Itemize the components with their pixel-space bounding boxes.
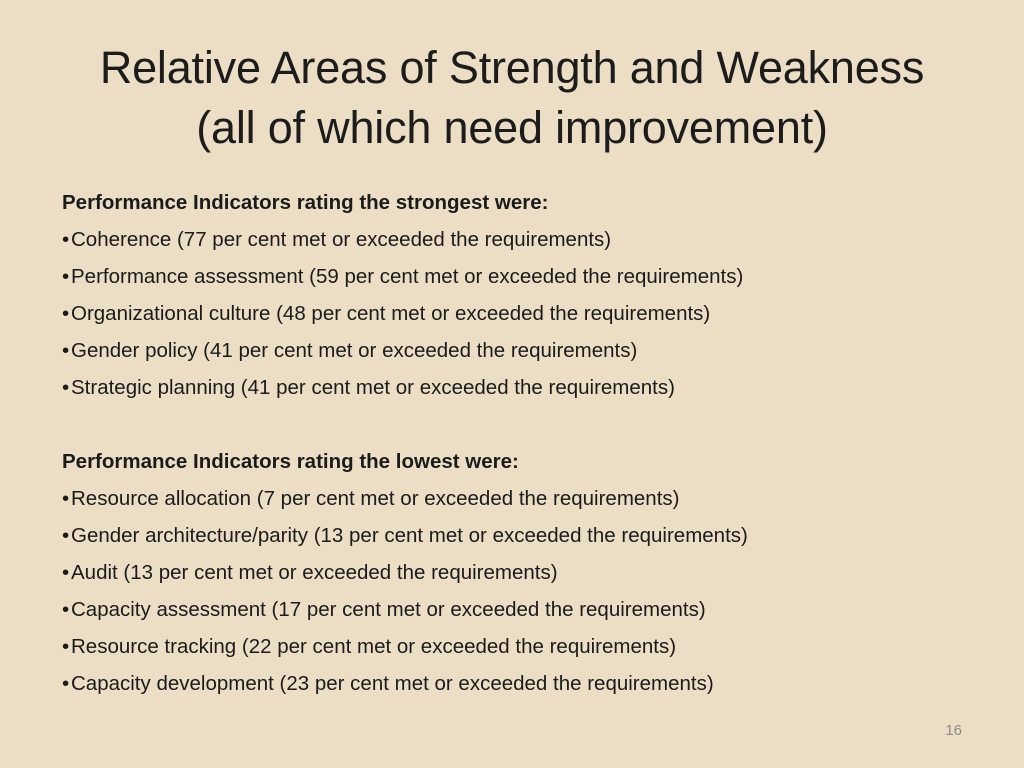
lowest-heading: Performance Indicators rating the lowest were: bbox=[62, 450, 519, 473]
slide-body bbox=[62, 184, 982, 702]
list-item bbox=[62, 332, 982, 369]
bullet-icon: • bbox=[62, 598, 70, 621]
bullet-icon: • bbox=[62, 672, 70, 695]
list-item bbox=[62, 258, 982, 295]
list-item-text: Resource allocation (7 per cent met or exceeded the requirements) bbox=[71, 487, 680, 510]
bullet-icon: • bbox=[62, 487, 70, 510]
bullet-icon: • bbox=[62, 376, 70, 399]
list-item bbox=[62, 517, 982, 554]
list-item-text: Gender architecture/parity (13 per cent met or exceeded the requirements) bbox=[71, 524, 748, 547]
list-item-text: Performance assessment (59 per cent met or exceeded the requirements) bbox=[71, 265, 744, 288]
list-item-text: Gender policy (41 per cent met or exceeded the requirements) bbox=[71, 339, 638, 362]
bullet-icon: • bbox=[62, 265, 70, 288]
strongest-heading: Performance Indicators rating the strongest were: bbox=[62, 191, 549, 214]
bullet-icon: • bbox=[62, 561, 70, 584]
title-line-2: (all of which need improvement) bbox=[196, 102, 828, 153]
list-item-text: Audit (13 per cent met or exceeded the requirements) bbox=[71, 561, 558, 584]
strongest-list bbox=[62, 221, 982, 406]
list-item-text: Capacity assessment (17 per cent met or exceeded the requirements) bbox=[71, 598, 706, 621]
bullet-icon: • bbox=[62, 524, 70, 547]
list-item bbox=[62, 665, 982, 702]
title-line-1: Relative Areas of Strength and Weakness bbox=[99, 42, 925, 93]
list-item bbox=[62, 369, 982, 406]
lowest-list bbox=[62, 480, 982, 702]
list-item bbox=[62, 295, 982, 332]
list-item-text: Coherence (77 per cent met or exceeded the requirements) bbox=[71, 228, 612, 251]
list-item bbox=[62, 628, 982, 665]
list-item bbox=[62, 554, 982, 591]
bullet-icon: • bbox=[62, 302, 70, 325]
list-item-text: Resource tracking (22 per cent met or exceeded the requirements) bbox=[71, 635, 677, 658]
bullet-icon: • bbox=[62, 228, 70, 251]
bullet-icon: • bbox=[62, 635, 70, 658]
list-item-text: Capacity development (23 per cent met or exceeded the requirements) bbox=[71, 672, 714, 695]
page-number: 16 bbox=[945, 722, 962, 739]
list-item-text: Organizational culture (48 per cent met or exceeded the requirements) bbox=[71, 302, 711, 325]
bullet-icon: • bbox=[62, 339, 70, 362]
list-item bbox=[62, 591, 982, 628]
section-gap bbox=[62, 406, 982, 443]
list-item-text: Strategic planning (41 per cent met or exceeded the requirements) bbox=[71, 376, 675, 399]
list-item bbox=[62, 221, 982, 258]
list-item bbox=[62, 480, 982, 517]
slide-title bbox=[40, 38, 984, 158]
